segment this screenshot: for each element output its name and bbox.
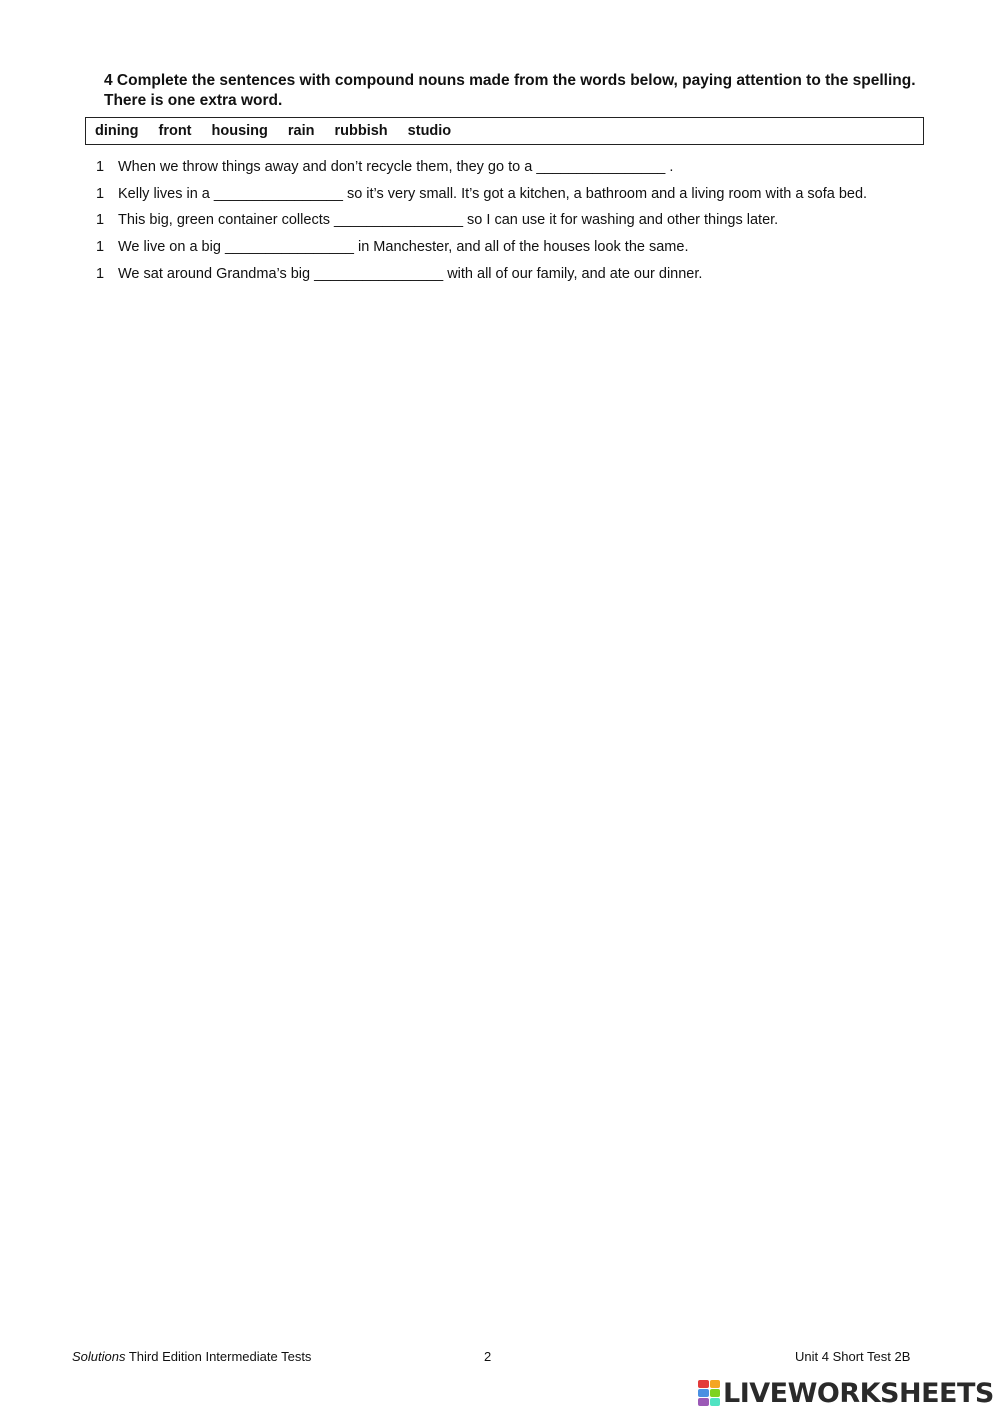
- logo-block: [710, 1389, 721, 1397]
- item-text-before: We sat around Grandma’s big: [118, 265, 315, 282]
- logo-block: [698, 1380, 709, 1388]
- item-text-after: with all of our family, and ate our dinner.: [443, 265, 703, 282]
- sentence-item: [96, 260, 936, 287]
- item-number: 1: [96, 159, 105, 176]
- footer-page-number: 2: [484, 1349, 492, 1364]
- item-text-after: so I can use it for washing and other things later.: [463, 212, 779, 229]
- item-number: 1: [96, 212, 105, 229]
- item-number: 1: [96, 265, 105, 282]
- logo-block: [698, 1389, 709, 1397]
- word-box-item: dining: [95, 123, 139, 139]
- word-box-item: housing: [211, 123, 268, 139]
- word-box: [85, 117, 924, 145]
- logo-block: [710, 1380, 721, 1388]
- item-text-before: Kelly lives in a: [118, 185, 214, 202]
- word-box-item: rubbish: [334, 123, 388, 139]
- logo-block: [698, 1398, 709, 1406]
- sentence-item: [96, 154, 936, 181]
- sentence-item: [96, 181, 936, 208]
- footer-book-edition: Third Edition Intermediate Tests: [125, 1349, 312, 1364]
- word-box-item: rain: [287, 123, 315, 139]
- exercise-instruction: 4 Complete the sentences with compound nouns made from the words below, paying attention to the spelling. There is one extra word.: [104, 72, 916, 109]
- liveworksheets-logo: [698, 1377, 994, 1409]
- item-text-after: so it’s very small. It’s got a kitchen, a bathroom and a living room with a sofa bed.: [342, 185, 868, 202]
- item-text-before: We live on a big: [118, 239, 225, 256]
- footer-book-name: Solutions: [72, 1349, 126, 1364]
- sentence-item: [96, 234, 936, 261]
- item-number: 1: [96, 239, 105, 256]
- item-text-before: This big, green container collects: [118, 212, 334, 229]
- logo-mark-icon: [698, 1380, 720, 1406]
- word-box-item: front: [158, 123, 192, 139]
- logo-text: LIVEWORKSHEETS: [723, 1377, 994, 1409]
- footer-book-title: [72, 1349, 311, 1364]
- logo-block: [710, 1398, 721, 1406]
- footer-test-name: Unit 4 Short Test 2B: [795, 1349, 911, 1364]
- sentence-list: [96, 154, 936, 287]
- word-box-item: studio: [407, 123, 452, 139]
- answer-blank[interactable]: ________________: [224, 239, 354, 256]
- answer-blank[interactable]: ________________: [213, 185, 343, 202]
- answer-blank[interactable]: ________________: [334, 212, 464, 229]
- item-text-after: in Manchester, and all of the houses look the same.: [353, 239, 689, 256]
- answer-blank[interactable]: ________________: [536, 159, 666, 176]
- item-number: 1: [96, 185, 105, 202]
- item-text-after: .: [665, 159, 674, 176]
- sentence-item: [96, 207, 936, 234]
- answer-blank[interactable]: ________________: [314, 265, 444, 282]
- item-text-before: When we throw things away and don’t recycle them, they go to a: [118, 159, 537, 176]
